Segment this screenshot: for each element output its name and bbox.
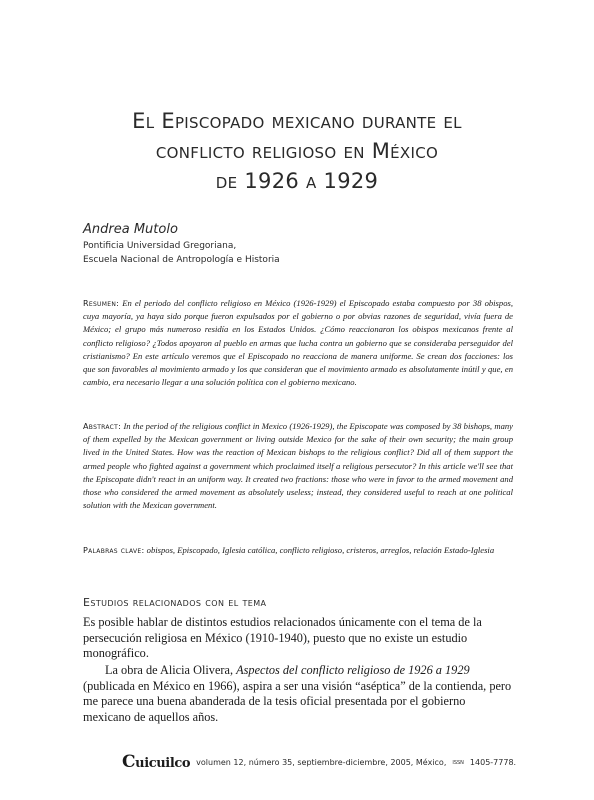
keywords-block: [83, 544, 513, 557]
abstract-block: [83, 420, 513, 512]
body-paragraph-2: [83, 663, 513, 725]
title-line-2: conflicto religioso en México: [155, 139, 439, 164]
article-title: [60, 106, 534, 196]
citation-text: volumen 12, número 35, septiembre-diciembre, 2005, México,: [196, 757, 447, 767]
resumen-block: [83, 297, 513, 389]
issn-label: issn: [452, 758, 464, 766]
title-line-1: El Episcopado mexicano durante el: [132, 109, 462, 134]
author-affiliation: [83, 240, 280, 267]
author-name: Andrea Mutolo: [83, 222, 178, 237]
abstract-text: In the period of the religious conflict in Mexico (1926-1929), the Episcopate was composed by 38 bishops, many of them expelled by the Mexican government or living outside Mexico for the sake of their own security; the main group lived in the United States. How was the reaction of Mexican bishops to the religious conflict? Did all of them support the armed people who fighted against a government which proclaimed itself a religious persecutor? In this article we'll see that the Episcopate didn't react in an uniform way. It created two fractions: those who were in favor to the armed movement and those who considered the armed movement as absolutely useless; instead, they considered useful to reach at one political solution with the Mexican government.: [83, 421, 513, 511]
book-title: Aspectos del conflicto religioso de 1926 a 1929: [236, 663, 470, 677]
affiliation-line-1: Pontificia Universidad Gregoriana,: [83, 241, 237, 251]
abstract-label: Abstract:: [83, 422, 122, 431]
body-paragraph-1: Es posible hablar de distintos estudios relacionados únicamente con el tema de la persecución religiosa en México (1910-1940), puesto que no existe un estudio monográfico.: [83, 615, 482, 661]
title-line-3: de 1926 a 1929: [215, 169, 379, 194]
issn-number: 1405-7778.: [469, 757, 517, 767]
keywords-text: obispos, Episcopado, Iglesia católica, conflicto religioso, cristeros, arreglos, relación Estado-Iglesia: [146, 545, 495, 555]
affiliation-line-2: Escuela Nacional de Antropología e Historia: [83, 254, 280, 265]
section-heading: Estudios relacionados con el tema: [83, 596, 267, 609]
journal-logo: Cuicuilco: [122, 752, 191, 772]
page-footer: [122, 752, 516, 772]
paragraph-2-start: La obra de Alicia Olivera,: [105, 663, 237, 677]
resumen-text: En el periodo del conflicto religioso en México (1926-1929) el Episcopado estaba compuesto por 38 obispos, cuya mayoría, ya haya sido porque fueron expulsados por el gobierno o por obvias razones de seguridad, vivía fuera de México; el grupo más numeroso residía en los Estados Unidos. ¿Cómo reaccionaron los obispos mexicanos frente al conflicto religioso? ¿Todos apoyaron al pueblo en armas que lucha contra un gobierno que se consideraba perseguidor del cristianismo? En este artículo veremos que el Episcopado no reacciona de manera uniforme. Se crean dos facciones: los que son favorables al movimiento armado y los que consideran que el movimiento armado es absolutamente inútil y que, en cambio, era necesario llegar a una solución política con el gobierno mexicano.: [83, 298, 513, 388]
keywords-label: Palabras clave:: [83, 546, 145, 555]
resumen-label: Resumen:: [83, 299, 120, 308]
paragraph-2-end: (publicada en México en 1966), aspira a ser una visión “aséptica” de la contienda, pero me parece una buena abanderada de la tesis oficial presentada por el gobierno mexicano de aquellos años.: [83, 678, 512, 724]
